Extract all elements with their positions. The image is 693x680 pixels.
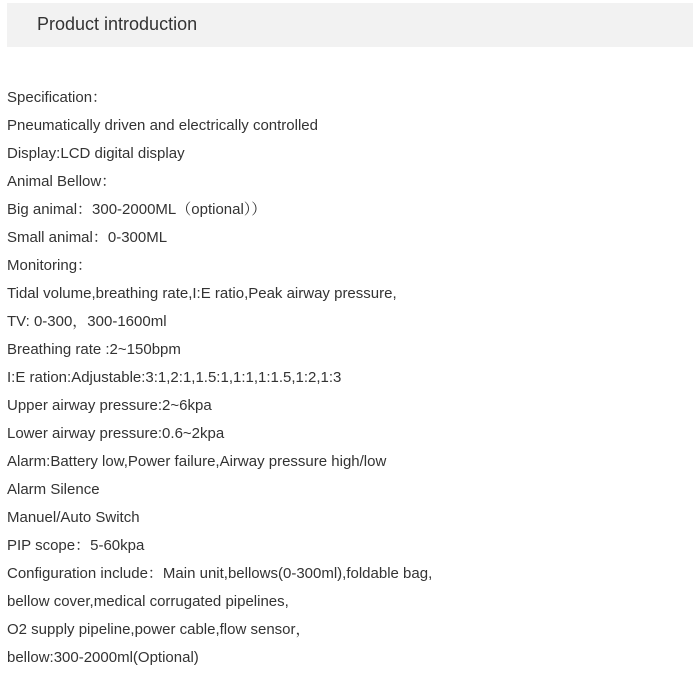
spec-line: Small animal：0-300ML (7, 229, 168, 246)
spec-line: Pneumatically driven and electrically controlled (7, 117, 318, 134)
spec-line: I:E ration:Adjustable:3:1,2:1,1.5:1,1:1,1:1.5,1:2,1:3 (7, 369, 342, 386)
spec-line: bellow cover,medical corrugated pipelines, (7, 593, 289, 610)
spec-line: Tidal volume,breathing rate,I:E ratio,Peak airway pressure, (7, 285, 397, 302)
spec-line: Animal Bellow： (7, 173, 117, 190)
spec-line: Specification： (7, 89, 108, 106)
spec-line: Monitoring： (7, 257, 93, 274)
spec-line: Breathing rate :2~150bpm (7, 341, 181, 358)
spec-line: O2 supply pipeline,power cable,flow sensor， (7, 621, 311, 638)
spec-line: Manuel/Auto Switch (7, 509, 140, 526)
spec-line: Alarm Silence (7, 481, 100, 498)
spec-line: Configuration include：Main unit,bellows(0-300ml),foldable bag, (7, 565, 433, 582)
spec-line: PIP scope：5-60kpa (7, 537, 145, 554)
spec-line: Display:LCD digital display (7, 145, 185, 162)
spec-line: bellow:300-2000ml(Optional) (7, 649, 199, 666)
spec-line: Alarm:Battery low,Power failure,Airway pressure high/low (7, 453, 387, 470)
spec-line: Big animal：300-2000ML（optional）） (7, 201, 267, 218)
specification-list (7, 84, 432, 672)
section-title: Product introduction (37, 13, 198, 34)
spec-line: Lower airway pressure:0.6~2kpa (7, 425, 225, 442)
spec-line: TV: 0-300，300-1600ml (7, 313, 167, 330)
section-header (7, 3, 693, 47)
spec-line: Upper airway pressure:2~6kpa (7, 397, 212, 414)
